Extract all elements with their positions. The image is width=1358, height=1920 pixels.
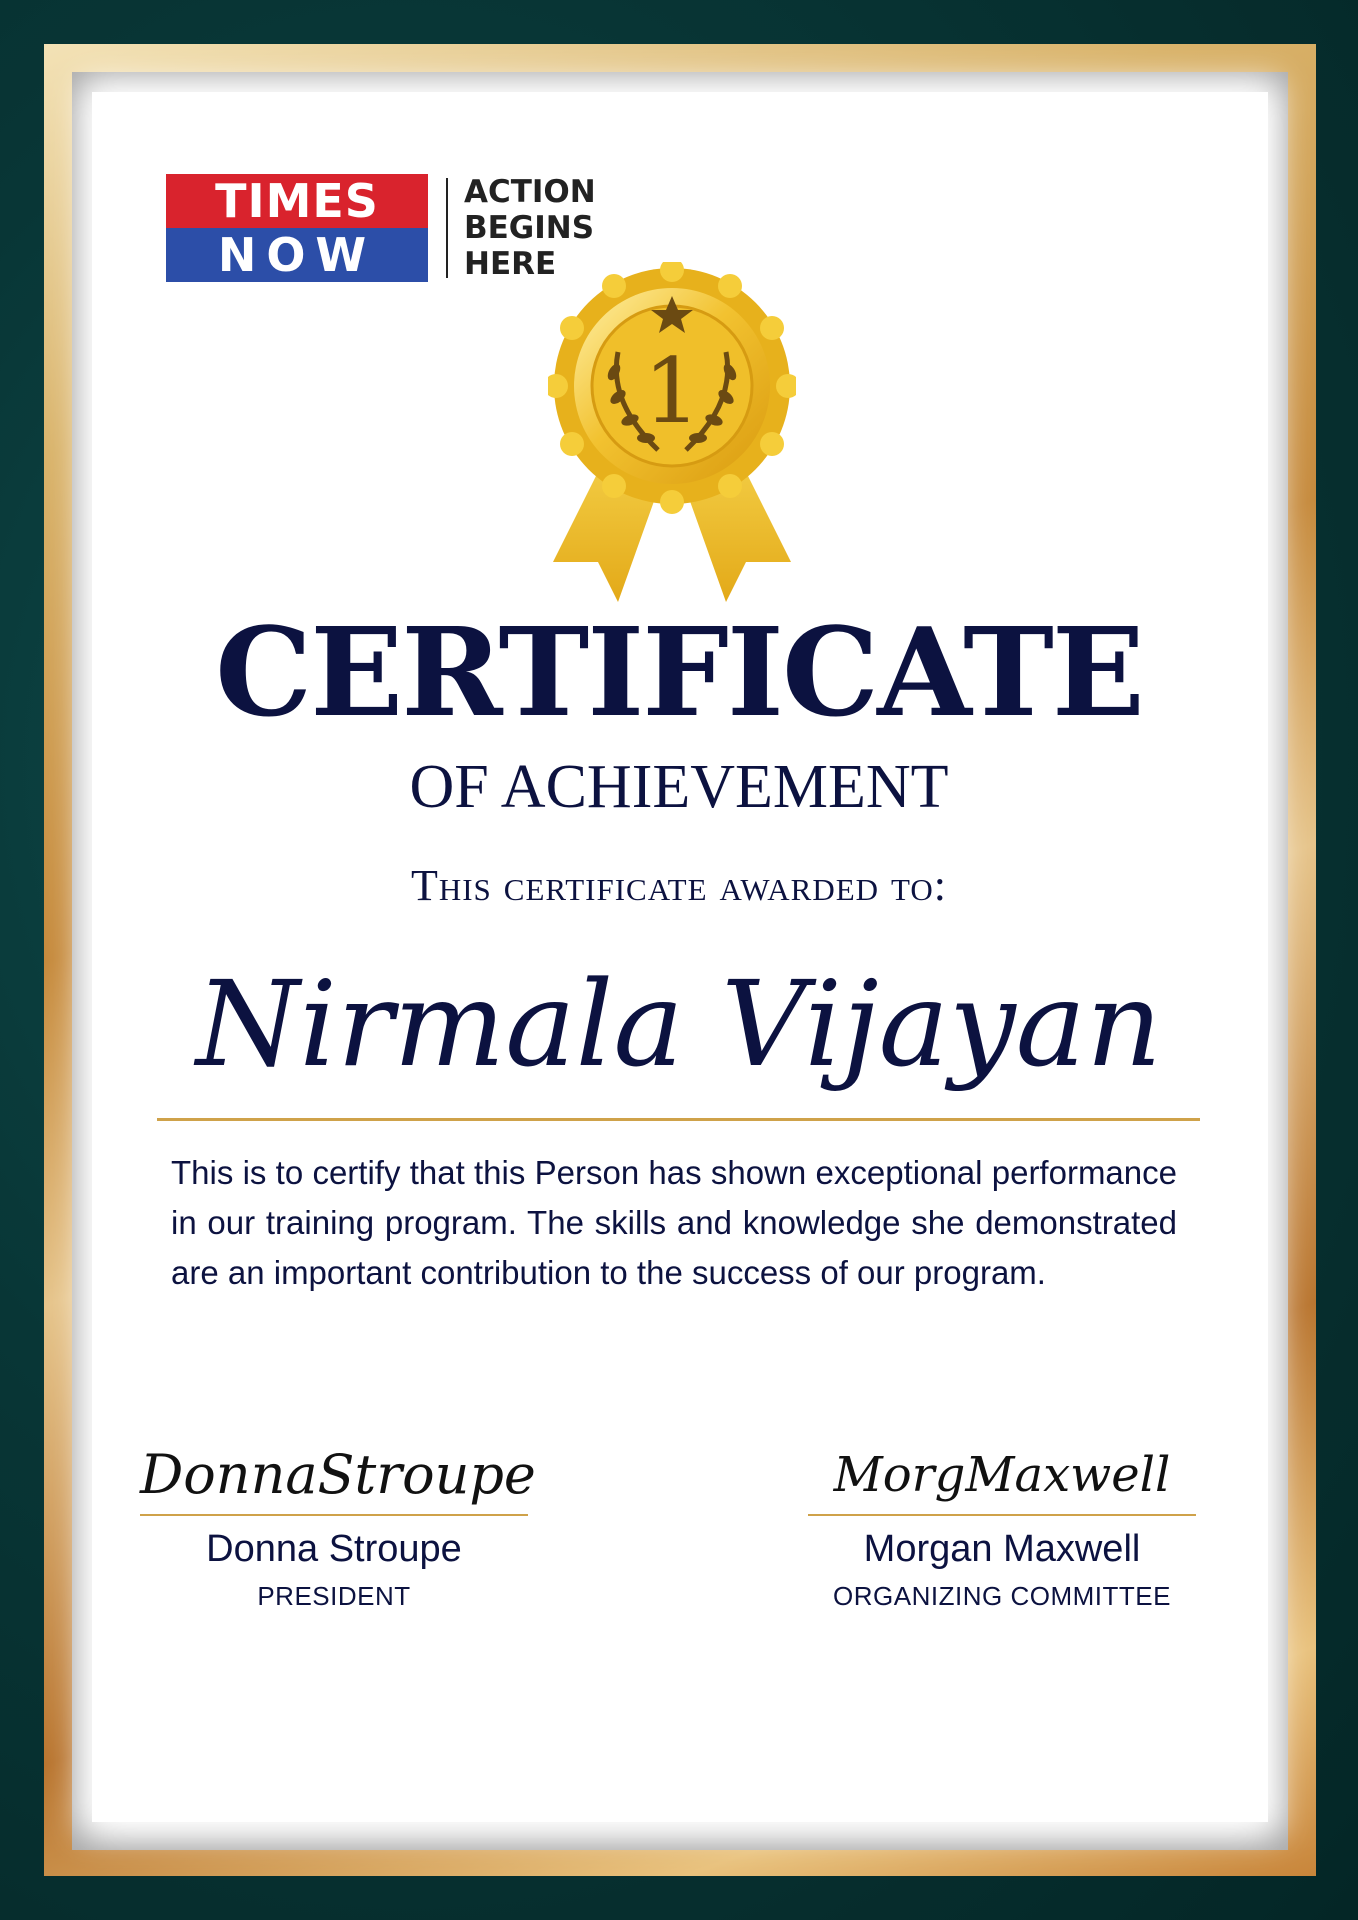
tagline-line-1: ACTION — [464, 174, 596, 210]
medal-number: 1 — [643, 339, 701, 444]
signatory-name: Donna Stroupe — [206, 1528, 462, 1570]
signature-line — [140, 1514, 528, 1516]
signature-donna: DonnaStroupe — [140, 1443, 536, 1506]
logo-times: TIMES — [166, 174, 428, 228]
awarded-to-label: This certificate awarded to: — [410, 861, 948, 910]
certificate-body: This is to certify that this Person has shown exceptional performance in our training program. The skills and knowledge she demonstrated are an important contribution to the success of our program. — [171, 1154, 1177, 1291]
rosette — [548, 262, 796, 514]
name-underline — [157, 1118, 1200, 1121]
logo-now: NOW — [166, 228, 428, 282]
signatory-role: ORGANIZING COMMITTEE — [833, 1581, 1171, 1611]
recipient-name: Nirmala Vijayan — [195, 955, 1163, 1093]
logo-separator — [446, 178, 448, 278]
signature-block-committee — [808, 1436, 1196, 1612]
signature-line — [808, 1514, 1196, 1516]
award-medal-icon — [548, 262, 796, 606]
certificate-title: CERTIFICATE — [215, 600, 1143, 744]
signatory-name: Morgan Maxwell — [863, 1528, 1141, 1570]
tagline-line-2: BEGINS — [464, 210, 595, 246]
certificate-subtitle: OF ACHIEVEMENT — [409, 753, 949, 821]
signatory-role: PRESIDENT — [257, 1581, 411, 1611]
tagline-line-3: HERE — [464, 246, 557, 282]
signature-block-president — [140, 1436, 536, 1612]
signature-morgan: MorgMaxwell — [833, 1447, 1171, 1503]
